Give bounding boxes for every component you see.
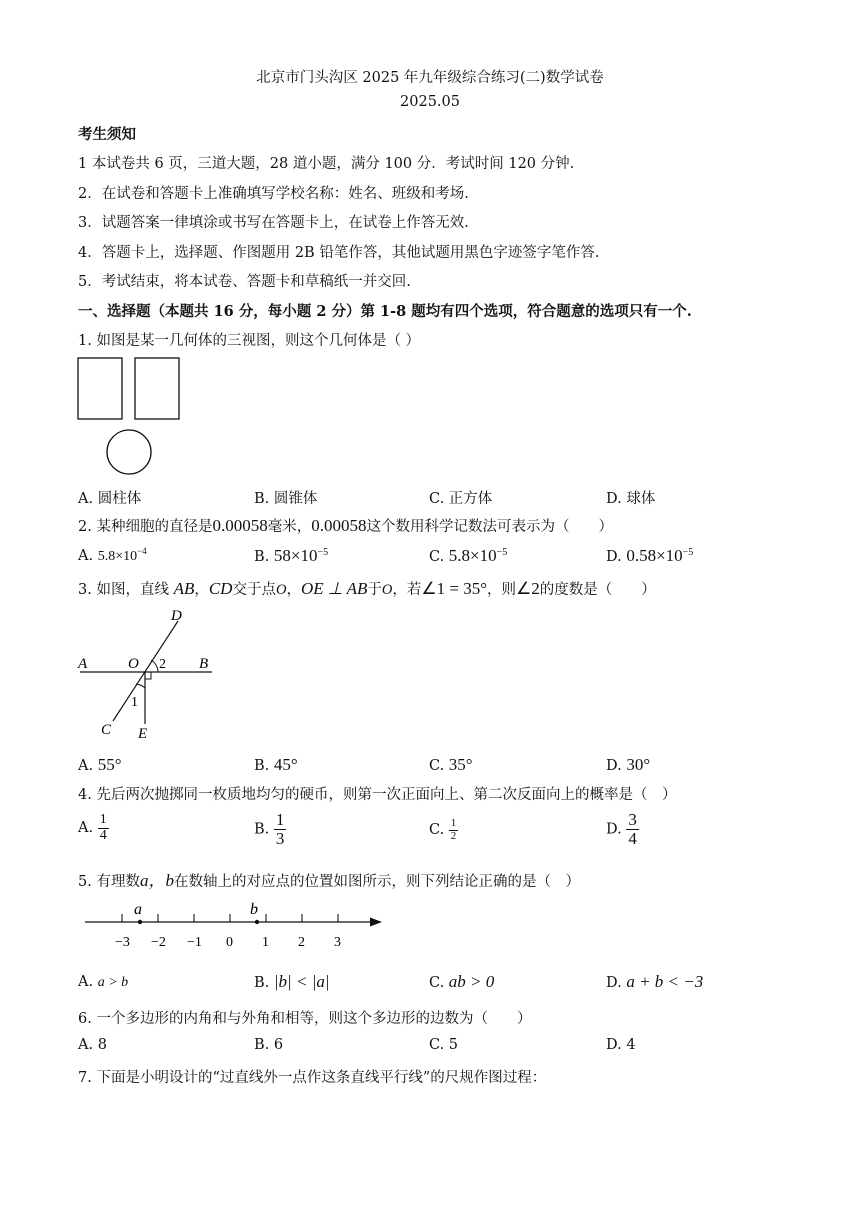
q5-a-label: A.: [78, 974, 94, 990]
q2-a-base: 5.8×10: [97, 548, 138, 564]
q3-option-d: [606, 755, 650, 775]
q4-d-num: 3: [628, 810, 637, 829]
q3-b-label: B.: [254, 758, 270, 774]
notice-item-3: 3．试题答案一律填涂或书写在答题卡上，在试卷上作答无效.: [78, 215, 469, 231]
right-angle-mark: [145, 672, 151, 679]
q5-b-label: B.: [254, 975, 270, 991]
q2-b-exp: −5: [317, 547, 329, 559]
q4-c-num: 1: [450, 817, 457, 829]
q4-a-num: 1: [99, 812, 107, 827]
q4-option-a: [78, 813, 109, 843]
tick-label-neg1: −1: [187, 935, 202, 950]
q2-number: 0.00058: [212, 516, 268, 535]
q3-stem-part-a: 3. 如图，直线: [78, 582, 169, 598]
q3-point-o-2: O: [381, 582, 393, 598]
q6-option-b: B. 6: [254, 1037, 284, 1053]
label-o: O: [128, 656, 139, 672]
tick-label-2: 2: [298, 935, 305, 950]
tick-label-neg3: −3: [115, 935, 130, 950]
axis-ticks: [122, 914, 338, 922]
q4-a-fraction: [98, 813, 109, 843]
q5-c-expr: ab > 0: [448, 972, 495, 991]
q3-line-cd: CD: [208, 579, 233, 598]
q1-option-d: D. 球体: [606, 491, 656, 507]
tick-label-0: 0: [226, 935, 233, 950]
q2-b-base: 58×10: [273, 546, 318, 565]
q3-perpendicular: OE ⊥ AB: [300, 579, 368, 598]
point-b: [255, 920, 259, 924]
q6-option-a: A. 8: [78, 1037, 107, 1053]
top-view-circle: [107, 430, 151, 474]
q2-a-exp: −4: [137, 546, 147, 556]
q5-stem-part-a: 5. 有理数: [78, 874, 140, 890]
q4-option-c: [429, 818, 458, 842]
label-c: C: [101, 722, 112, 738]
q2-stem-part-c: 这个数用科学记数法可表示为（ ）: [366, 519, 613, 535]
q4-option-d: [606, 811, 639, 848]
q5-a-expr: a > b: [97, 975, 129, 990]
q3-option-a: [78, 755, 122, 775]
q3-stem-part-d: ，若: [392, 582, 422, 598]
q5-option-d: [606, 972, 703, 992]
q2-d-base: 0.58×10: [626, 546, 683, 565]
q6-stem: 6. 一个多边形的内角和与外角和相等，则这个多边形的边数为（ ）: [78, 1011, 532, 1027]
q1-stem: 1. 如图是某一几何体的三视图，则这个几何体是（ ）: [78, 333, 421, 349]
q5-d-expr: a + b < −3: [626, 972, 704, 991]
q3-d-value: 30°: [626, 755, 651, 774]
q2-c-label: C.: [429, 549, 445, 565]
q3-stem-part-b: 交于点: [232, 582, 276, 598]
axis-arrow: [370, 918, 382, 927]
q3-point-o: O: [275, 582, 287, 598]
q4-c-label: C.: [429, 822, 445, 839]
q7-stem: 7. 下面是小明设计的“过直线外一点作这条直线平行线”的尺规作图过程：: [78, 1070, 547, 1086]
q1-option-c: C. 正方体: [429, 491, 493, 507]
q3-d-label: D.: [606, 758, 622, 774]
q5-option-a: [78, 974, 128, 991]
q4-b-label: B.: [254, 821, 270, 838]
notice-item-5: 5．考试结束，将本试卷、答题卡和草稿纸一并交回.: [78, 274, 411, 290]
q4-b-den: 3: [275, 828, 285, 848]
q2-option-c: [429, 546, 507, 566]
notice-item-2: 2．在试卷和答题卡上准确填写学校名称：姓名、班级和考场.: [78, 186, 469, 202]
q4-d-den: 4: [628, 828, 637, 848]
q5-option-c: [429, 972, 494, 992]
q5-number-line: [80, 896, 390, 954]
label-angle-2: 2: [159, 657, 166, 672]
q2-b-label: B.: [254, 549, 270, 565]
q4-stem: 4. 先后两次抛掷同一枚质地均匀的硬币，则第一次正面向上、第二次反面向上的概率是（ ）: [78, 787, 677, 803]
q4-c-fraction: [449, 818, 459, 842]
q2-option-d: [606, 546, 693, 566]
q5-stem-part-b: 在数轴上的对应点的位置如图所示，则下列结论正确的是（ ）: [173, 874, 580, 890]
q3-angle-2: ∠2: [516, 579, 540, 598]
q1-three-views-figure: [74, 354, 186, 480]
q6-option-d: D. 4: [606, 1037, 636, 1053]
q2-a-label: A.: [78, 547, 94, 564]
q6-option-c: C. 5: [429, 1037, 459, 1053]
q3-line-ab: AB: [173, 579, 195, 598]
q4-a-den: 4: [99, 827, 107, 843]
q4-d-label: D.: [606, 821, 622, 838]
q5-variables: a，b: [139, 871, 174, 890]
q2-d-exp: −5: [682, 547, 694, 559]
q3-a-value: 55°: [97, 755, 122, 774]
label-angle-1: 1: [131, 695, 138, 710]
q1-option-a: A. 圆柱体: [78, 491, 142, 507]
point-a-label: a: [134, 901, 142, 918]
q4-option-b: [254, 811, 286, 848]
q3-c-label: C.: [429, 758, 445, 774]
q4-d-fraction: [626, 811, 639, 848]
tick-label-3: 3: [334, 935, 341, 950]
q2-stem-part-b: 毫米，: [267, 519, 312, 535]
q5-b-expr: |b| < |a|: [273, 972, 330, 991]
label-d: D: [171, 608, 182, 624]
q3-stem-part-e: ，则: [487, 582, 517, 598]
notice-item-4: 4．答题卡上，选择题、作图题用 2B 铅笔作答，其他试题用黑色字迹签字笔作答.: [78, 245, 600, 261]
front-view-rect: [78, 358, 122, 419]
q2-d-label: D.: [606, 549, 622, 565]
point-b-label: b: [250, 901, 258, 918]
q3-b-value: 45°: [273, 755, 298, 774]
exam-title: 北京市门头沟区 2025 年九年级综合练习(二)数学试卷: [256, 70, 604, 86]
angle-1-arc: [136, 684, 145, 688]
q3-a-label: A.: [78, 758, 94, 774]
notice-item-1: 1 本试卷共 6 页，三道大题，28 道小题，满分 100 分．考试时间 120 分钟.: [78, 156, 575, 172]
q2-stem-part-a: 2. 某种细胞的直径是: [78, 519, 213, 535]
q3-stem: [78, 578, 656, 599]
q3-comma-2: ，: [286, 582, 301, 598]
q2-option-b: [254, 546, 328, 566]
notice-heading: 考生须知: [78, 126, 136, 143]
q3-angle-1: ∠1 = 35°: [421, 579, 488, 598]
q3-stem-part-c: 于: [367, 582, 382, 598]
q2-c-base: 5.8×10: [448, 546, 497, 565]
q4-b-num: 1: [275, 810, 285, 829]
q5-stem: [78, 866, 580, 891]
tick-label-neg2: −2: [151, 935, 166, 950]
q2-c-exp: −5: [496, 547, 508, 559]
q4-a-label: A.: [78, 820, 94, 837]
q3-c-value: 35°: [448, 755, 473, 774]
q3-option-c: [429, 755, 473, 775]
q2-stem: [78, 515, 613, 536]
label-a: A: [78, 656, 88, 672]
label-b: B: [199, 656, 209, 672]
q3-comma-1: ，: [194, 582, 209, 598]
q5-d-label: D.: [606, 975, 622, 991]
side-view-rect: [135, 358, 179, 419]
q3-option-b: [254, 755, 298, 775]
q3-angle-figure: [72, 604, 222, 746]
q5-option-b: [254, 972, 330, 992]
q3-stem-part-f: 的度数是（ ）: [539, 582, 656, 598]
label-e: E: [138, 726, 148, 742]
exam-date: 2025.05: [400, 94, 460, 110]
q1-option-b: B. 圆锥体: [254, 491, 318, 507]
q2-option-a: [78, 546, 147, 565]
q4-b-fraction: [274, 811, 287, 848]
q4-c-den: 2: [450, 829, 457, 842]
section-heading: 一、选择题（本题共 16 分，每小题 2 分）第 1-8 题均有四个选项，符合题意的选项只有一个.: [78, 303, 692, 320]
tick-label-1: 1: [262, 935, 269, 950]
q2-number-repeat: 0.00058: [311, 516, 367, 535]
q5-c-label: C.: [429, 975, 445, 991]
point-a: [138, 920, 142, 924]
